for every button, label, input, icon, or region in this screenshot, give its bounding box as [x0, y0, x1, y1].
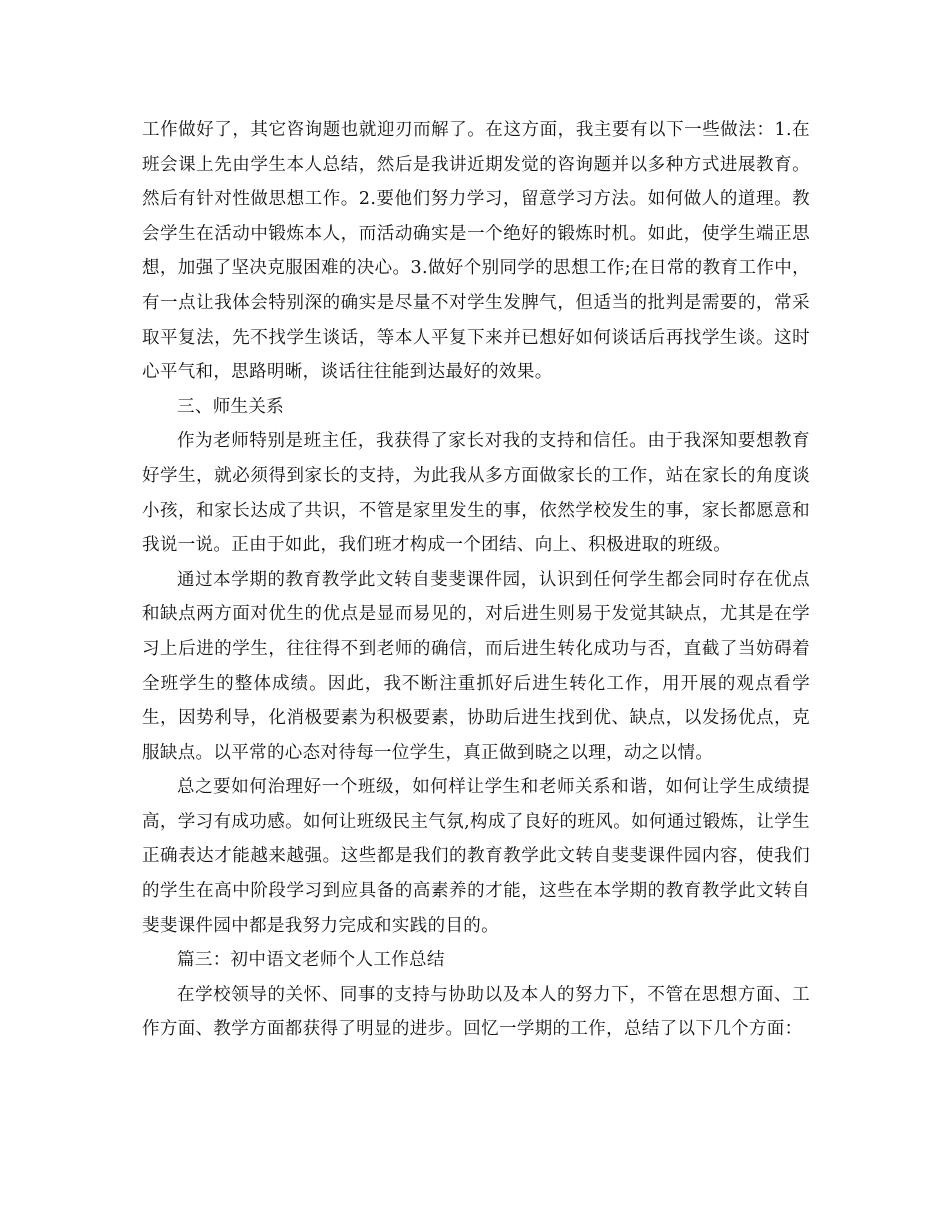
paragraph-class-management-summary: 总之要如何治理好一个班级，如何样让学生和老师关系和谐，如何让学生成绩提高，学习有成功感。如何让班级民主气氛,构成了良好的班风。如何通过锻炼，让学生正确表达才能越来越强。这些都是我们的教育教学此文转自斐斐课件园内容，使我们的学生在高中阶段学习到应具备的高素养的才能，这些在本学期的教育教学此文转自斐斐课件园中都是我努力完成和实践的目的。 [142, 777, 810, 936]
section-heading-part-three: 篇三：初中语文老师个人工作总结 [177, 950, 445, 971]
paragraph-underachiever-transformation: 通过本学期的教育教学此文转自斐斐课件园，认识到任何学生都会同时存在优点和缺点两方面对优生的优点是显而易见的，对后进生则易于发觉其缺点，尤其是在学习上后进的学生，往往得不到老师的确信，而后进生转化成功与否，直截了当妨碍着全班学生的整体成绩。因此，我不断注重抓好后进生转化工作，用开展的观点看学生，因势利导，化消极要素为积极要素，协助后进生找到优、缺点，以发扬优点，克服缺点。以平常的心态对待每一位学生，真正做到晓之以理，动之以情。 [142, 569, 810, 763]
paragraph-part-three-intro: 在学校领导的关怀、同事的支持与协助以及本人的努力下，不管在思想方面、工作方面、教学方面都获得了明显的进步。回忆一学期的工作，总结了以下几个方面： [142, 984, 810, 1040]
paragraph-parent-support: 作为老师特别是班主任，我获得了家长对我的支持和信任。由于我深知要想教育好学生，就必须得到家长的支持，为此我从多方面做家长的工作，站在家长的角度谈小孩，和家长达成了共识，不管是家里发生的事，依然学校发生的事，家长都愿意和我说一说。正由于如此，我们班才构成一个团结、向上、积极进取的班级。 [142, 431, 810, 556]
paragraph-continued-methods: 工作做好了，其它咨询题也就迎刃而解了。在这方面，我主要有以下一些做法：1.在班会课上先由学生本人总结，然后是我讲近期发觉的咨询题并以多种方式进展教育。然后有针对性做思想工作。2.要他们努力学习，留意学习方法。如何做人的道理。教会学生在活动中锻炼本人，而活动确实是一个绝好的锻炼时机。如此，使学生端正思想，加强了坚决克服困难的决心。3.做好个别同学的思想工作;在日常的教育工作中，有一点让我体会特别深的确实是尽量不对学生发脾气，但适当的批判是需要的，常采取平复法，先不找学生谈话，等本人平复下来并已想好如何谈话后再找学生谈。这时心平气和，思路明晰，谈话往往能到达最好的效果。 [142, 120, 810, 383]
section-heading-teacher-student-relations: 三、师生关系 [177, 396, 285, 417]
document-page [142, 113, 810, 1047]
